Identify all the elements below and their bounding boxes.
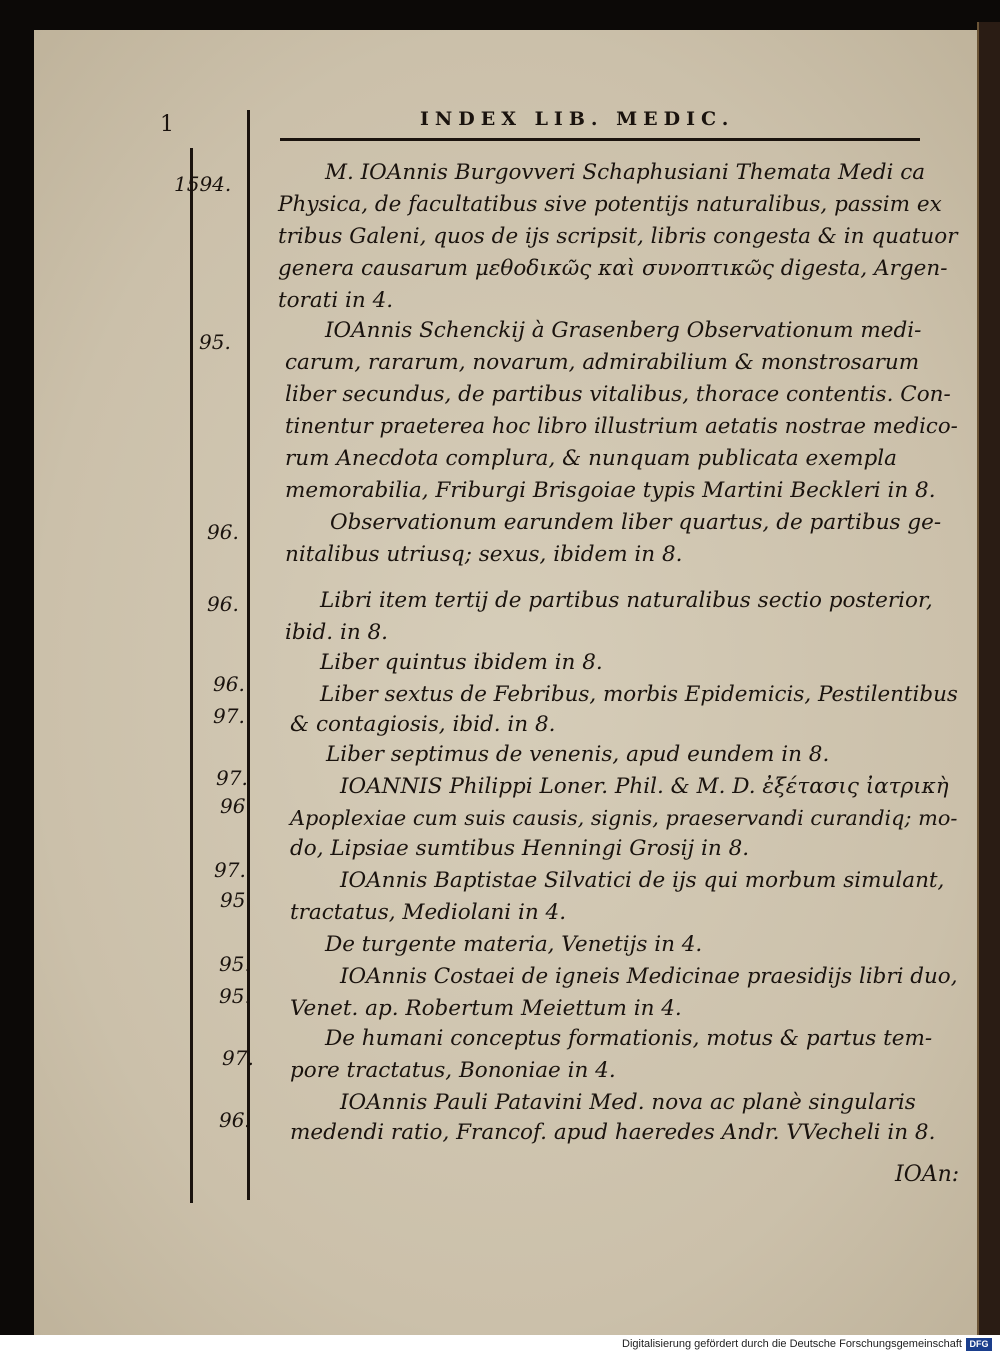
text-line: memorabilia, Friburgi Brisgoiae typis Martini Beckleri in 8.: [285, 478, 936, 503]
text-line: & contagiosis, ibid. in 8.: [290, 712, 556, 737]
margin-year: 97.: [213, 704, 245, 728]
text-line: Liber septimus de venenis, apud eundem in 8.: [326, 742, 830, 767]
margin-year: 97.: [222, 1046, 254, 1070]
text-line: IOAnnis Schenckij à Grasenberg Observationum medi-: [325, 318, 922, 343]
text-line: IOAnnis Pauli Patavini Med. nova ac planè singularis: [340, 1090, 916, 1115]
catchword: IOAn:: [895, 1162, 960, 1187]
text-line: torati in 4.: [278, 288, 394, 313]
text-line: Libri item tertij de partibus naturalibus sectio posterior,: [320, 588, 933, 613]
margin-year: 96.: [220, 794, 252, 818]
text-line: carum, rararum, novarum, admirabilium & monstrosarum: [285, 350, 920, 375]
text-line: rum Anecdota complura, & nunquam publicata exempla: [285, 446, 897, 471]
margin-year: 1594.: [174, 172, 232, 196]
footer-credit: Digitalisierung gefördert durch die Deutsche Forschungsgemeinschaft: [622, 1338, 962, 1350]
text-line: medendi ratio, Francof. apud haeredes Andr. VVecheli in 8.: [290, 1120, 936, 1145]
margin-year: 96.: [213, 672, 245, 696]
text-line: liber secundus, de partibus vitalibus, thorace contentis. Con-: [285, 382, 951, 407]
margin-year: 95.: [220, 888, 252, 912]
text-line: Liber quintus ibidem in 8.: [320, 650, 603, 675]
margin-year: 97.: [214, 858, 246, 882]
book-edge: [977, 22, 1000, 1337]
text-line: Apoplexiae cum suis causis, signis, praeservandi curandiq; mo-: [290, 806, 958, 830]
text-line: genera causarum μεθοδικῶς καὶ συνοπτικῶς digesta, Argen-: [278, 256, 948, 281]
page-number: 1: [160, 112, 174, 137]
text-line: pore tractatus, Bononiae in 4.: [290, 1058, 616, 1083]
margin-year: 96.: [207, 592, 239, 616]
text-line: do, Lipsiae sumtibus Henningi Grosij in 8.: [290, 836, 750, 861]
text-line: ibid. in 8.: [285, 620, 389, 645]
margin-year: 96.: [207, 520, 239, 544]
header-rule: [280, 138, 920, 141]
text-line: IOANNIS Philippi Loner. Phil. & M. D. ἐξέτασις ἰατρικὴ: [340, 774, 949, 799]
margin-rule-right: [247, 110, 250, 1200]
margin-year: 95.: [199, 330, 231, 354]
dfg-logo: DFG: [966, 1338, 992, 1351]
text-line: Physica, de facultatibus sive potentijs naturalibus, passim ex: [278, 192, 942, 217]
text-line: De humani conceptus formationis, motus & partus tem-: [325, 1026, 933, 1051]
margin-rule-left: [190, 148, 193, 1203]
text-line: M. IOAnnis Burgovveri Schaphusiani Themata Medi ca: [325, 160, 926, 185]
text-line: Venet. ap. Robertum Meiettum in 4.: [290, 996, 682, 1021]
text-line: nitalibus utriusq; sexus, ibidem in 8.: [285, 542, 683, 567]
margin-year: 95.: [219, 952, 251, 976]
text-line: IOAnnis Baptistae Silvatici de ijs qui morbum simulant,: [340, 868, 945, 893]
text-line: tribus Galeni, quos de ijs scripsit, libris congesta & in quatuor: [278, 224, 958, 249]
text-line: IOAnnis Costaei de igneis Medicinae praesidijs libri duo,: [340, 964, 958, 989]
text-line: De turgente materia, Venetijs in 4.: [325, 932, 703, 957]
text-line: Observationum earundem liber quartus, de partibus ge-: [330, 510, 942, 535]
margin-year: 96:: [219, 1108, 252, 1132]
text-line: tinentur praeterea hoc libro illustrium aetatis nostrae medico-: [285, 414, 958, 439]
footer-bar: [0, 1335, 1000, 1355]
text-line: Liber sextus de Febribus, morbis Epidemicis, Pestilentibus: [320, 682, 958, 707]
running-header: INDEX LIB. MEDIC.: [420, 108, 735, 130]
margin-year: 95.: [219, 984, 251, 1008]
text-line: tractatus, Mediolani in 4.: [290, 900, 567, 925]
margin-year: 97.: [216, 766, 248, 790]
